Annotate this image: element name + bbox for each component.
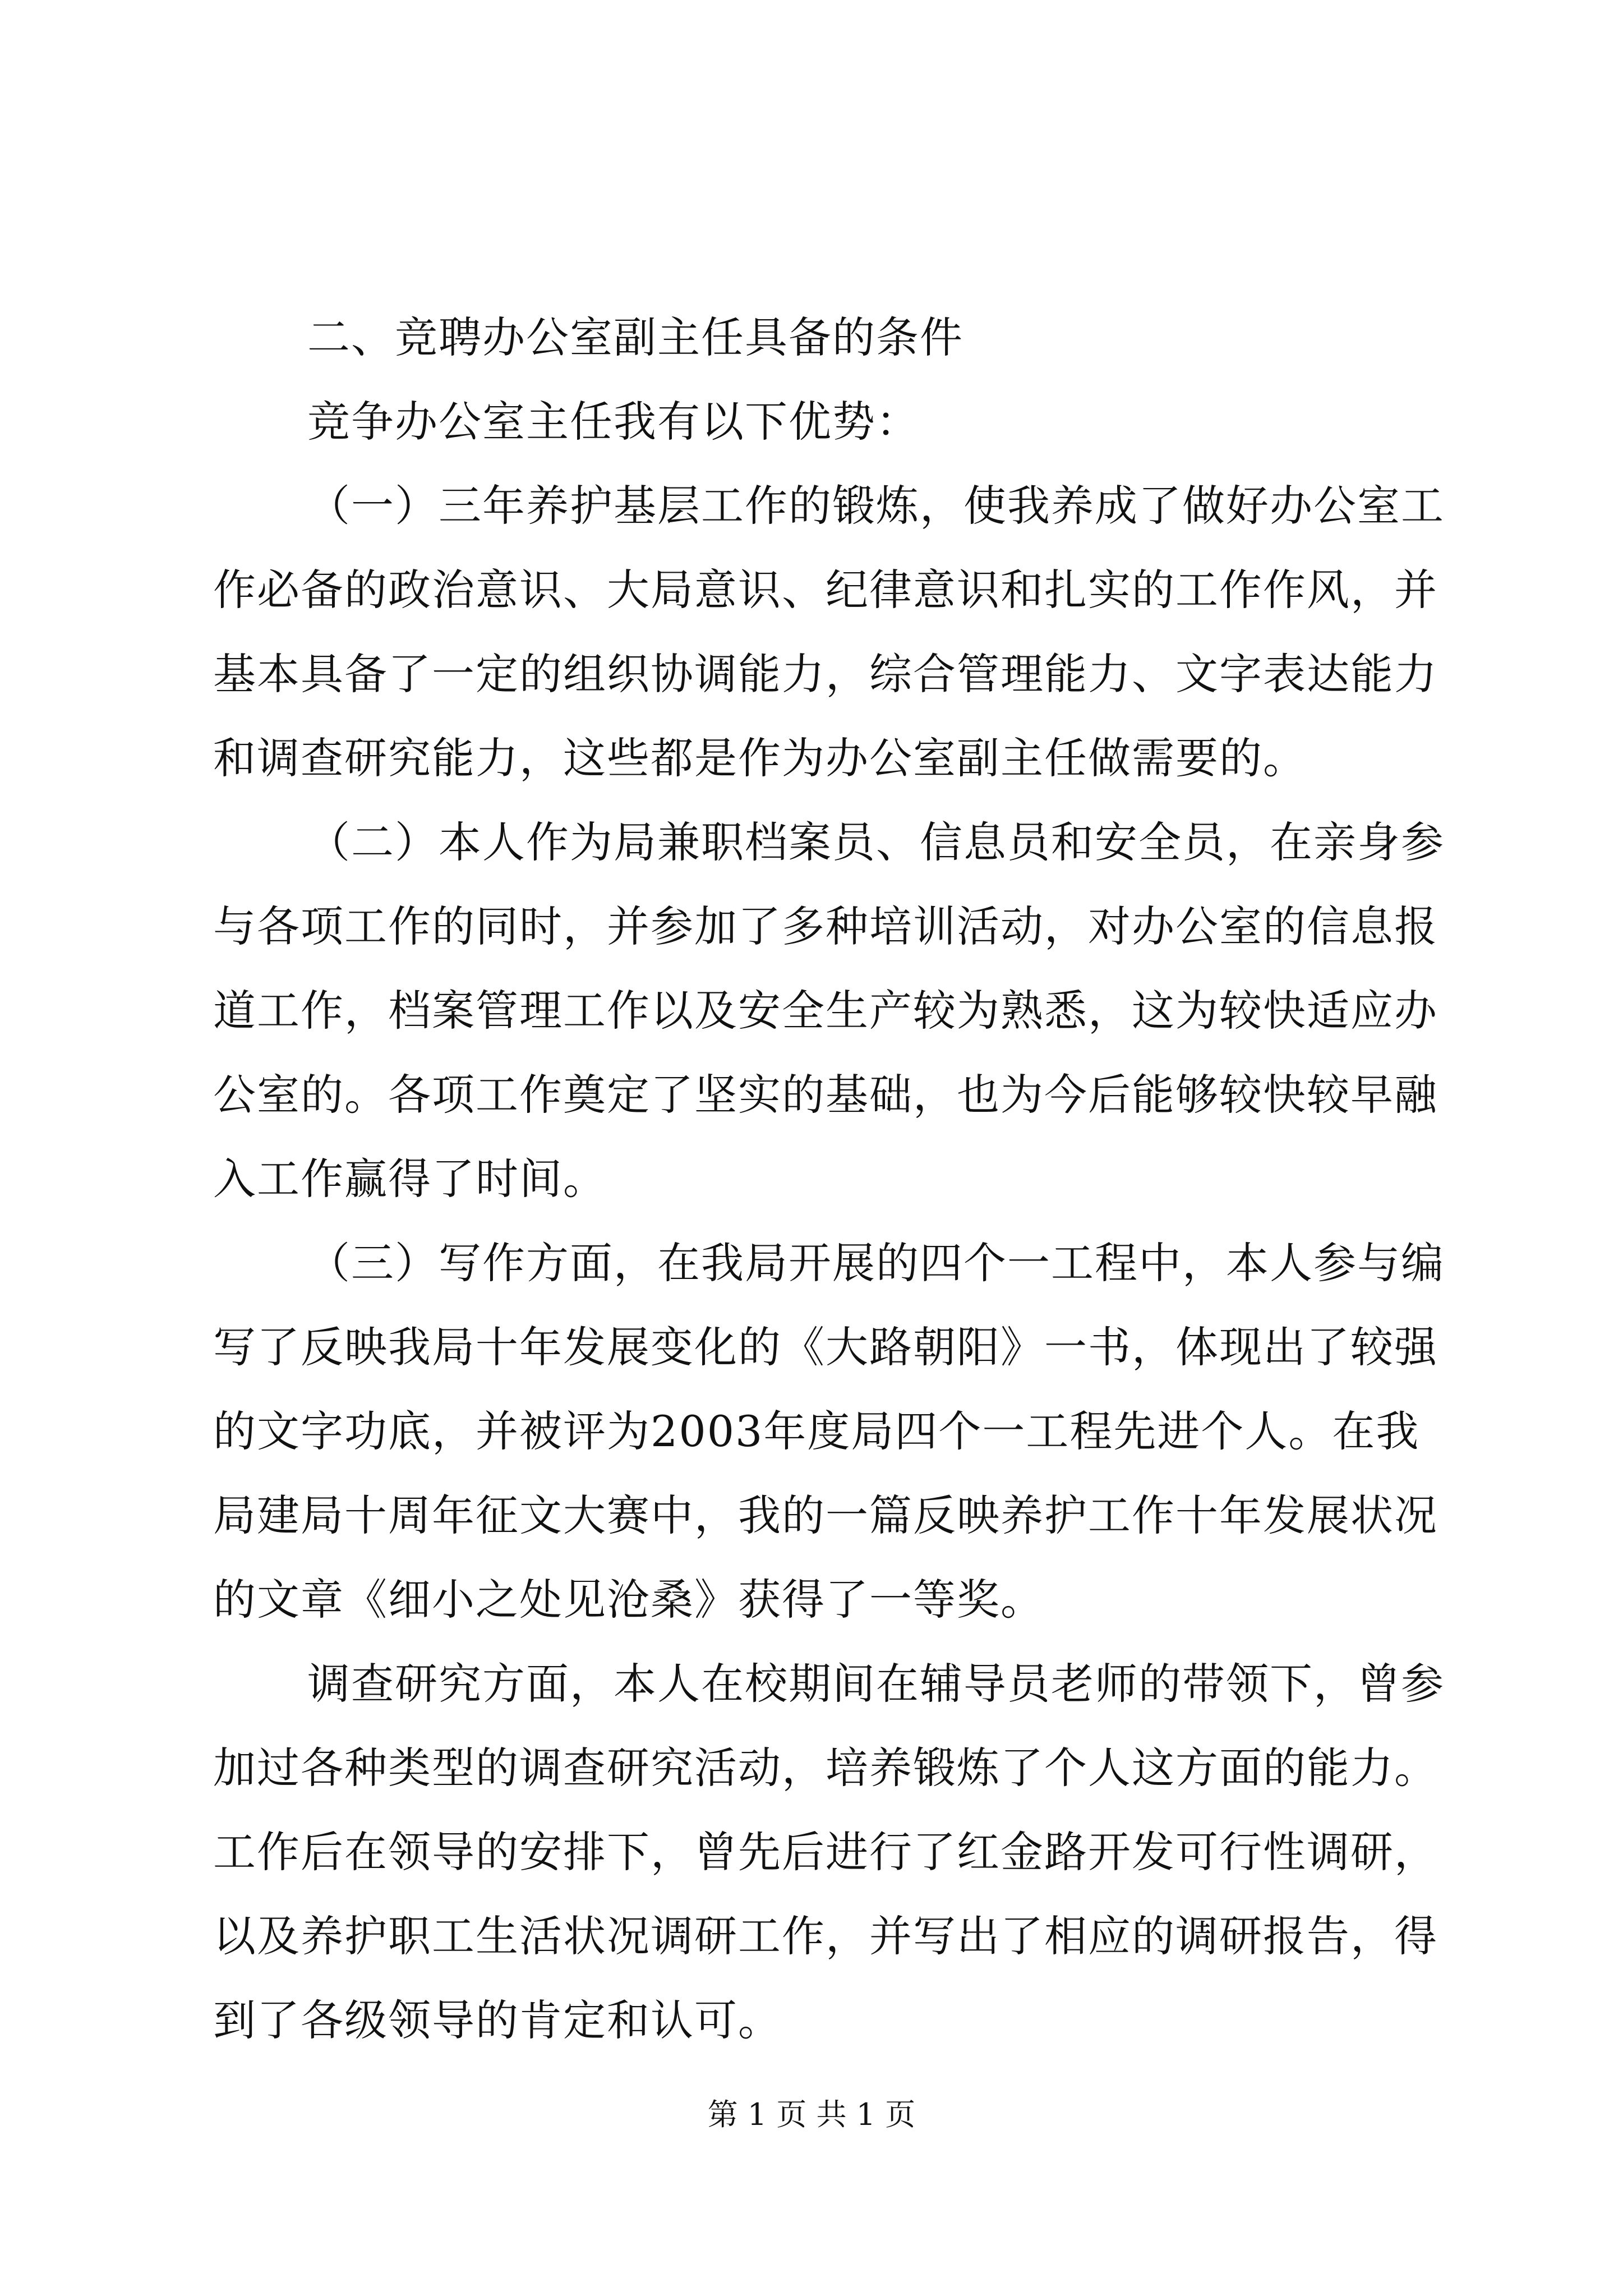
paragraph-4-line-2: 加过各种类型的调查研究活动，培养锻炼了个人这方面的能力。 (213, 1743, 1438, 1793)
paragraph-2-line-1: （二）本人作为局兼职档案员、信息员和安全员，在亲身参 (307, 817, 1445, 867)
paragraph-1-line-3: 基本具备了一定的组织协调能力，综合管理能力、文字表达能力 (213, 649, 1438, 699)
paragraph-4-line-5: 到了各级领导的肯定和认可。 (213, 1995, 782, 2045)
paragraph-3-line-5: 的文章《细小之处见沧桑》获得了一等奖。 (213, 1575, 1044, 1625)
paragraph-2-line-4: 公室的。各项工作奠定了坚实的基础，也为今后能够较快较早融 (213, 1070, 1438, 1120)
paragraph-3-line-1: （三）写作方面，在我局开展的四个一工程中，本人参与编 (307, 1238, 1445, 1288)
paragraph-3-line-3: 的文字功底，并被评为2003年度局四个一工程先进个人。在我 (213, 1406, 1420, 1456)
paragraph-3-line-4: 局建局十周年征文大赛中，我的一篇反映养护工作十年发展状况 (213, 1490, 1438, 1540)
paragraph-4-line-1: 调查研究方面，本人在校期间在辅导员老师的带领下，曾参 (307, 1659, 1445, 1709)
paragraph-3-line-2: 写了反映我局十年发展变化的《大路朝阳》一书，体现出了较强 (213, 1322, 1438, 1372)
paragraph-1-line-4: 和调查研究能力，这些都是作为办公室副主任做需要的。 (213, 733, 1307, 783)
paragraph-4-line-4: 以及养护职工生活状况调研工作，并写出了相应的调研报告，得 (213, 1911, 1438, 1961)
paragraph-2-line-3: 道工作，档案管理工作以及安全生产较为熟悉，这为较快适应办 (213, 986, 1438, 1036)
paragraph-1-line-2: 作必备的政治意识、大局意识、纪律意识和扎实的工作作风，并 (213, 565, 1438, 615)
paragraph-1-line-1: （一）三年养护基层工作的锻炼，使我养成了做好办公室工 (307, 481, 1445, 531)
section-heading: 二、竞聘办公室副主任具备的条件 (307, 312, 963, 362)
paragraph-4-line-3: 工作后在领导的安排下，曾先后进行了红金路开发可行性调研， (213, 1827, 1438, 1877)
intro-line: 竞争办公室主任我有以下优势： (307, 397, 920, 447)
paragraph-2-line-2: 与各项工作的同时，并参加了多种培训活动，对办公室的信息报 (213, 901, 1438, 951)
paragraph-2-line-5: 入工作赢得了时间。 (213, 1154, 607, 1204)
page-footer: 第 1 页 共 1 页 (707, 2097, 916, 2132)
